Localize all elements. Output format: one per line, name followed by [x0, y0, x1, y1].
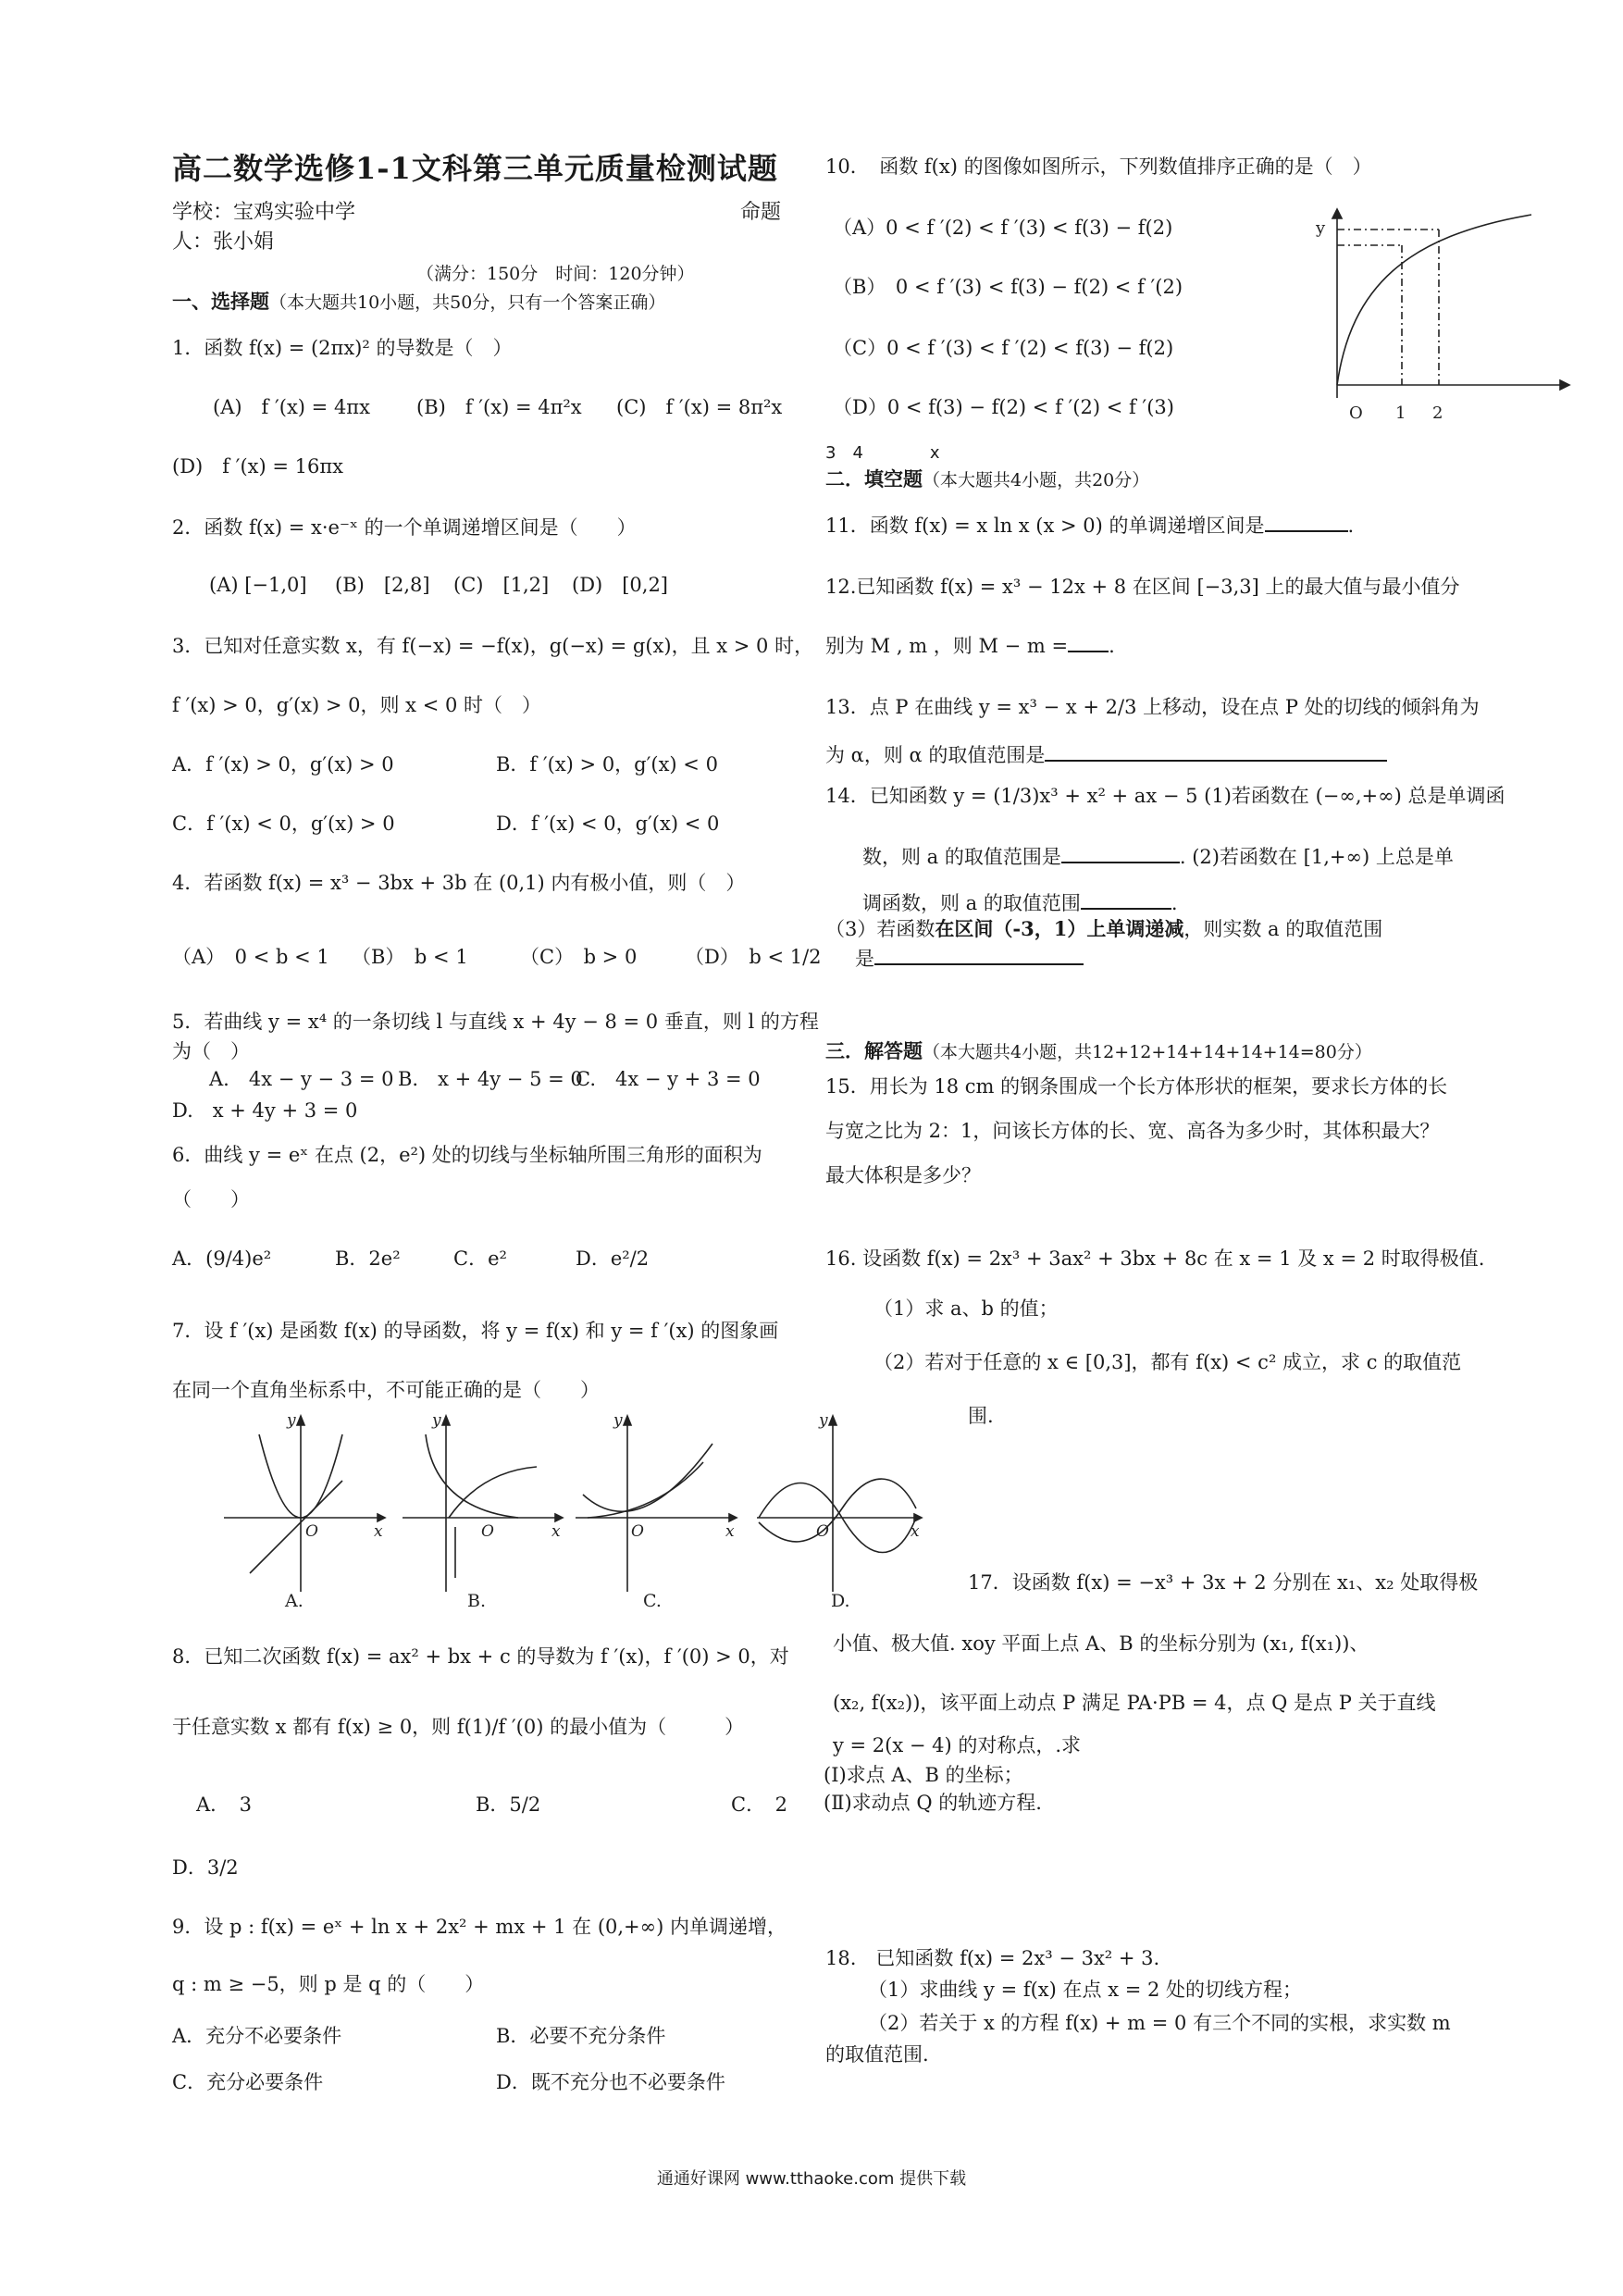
q14-stem-line4	[825, 916, 1382, 942]
q14-stem-line2	[862, 844, 1454, 870]
q7-graph-b	[403, 1416, 563, 1592]
q4-option-c: （C） b > 0	[520, 946, 638, 968]
q7-graph-c-y: y	[613, 1411, 623, 1430]
q12-text: 别为 M , m ，则 M − m =	[825, 635, 1069, 657]
q8-option-d: D．3/2	[172, 1856, 239, 1879]
q12-stem-line1: 12.已知函数 f(x) = x³ − 12x + 8 在区间 [−3,3] 上的最大值与最小值分	[825, 576, 1460, 598]
q7-stem-line1: 7．设 f ′(x) 是函数 f(x) 的导函数，将 y = f(x) 和 y = f ′(x) 的图象画	[172, 1320, 779, 1342]
q6-option-a: A．(9/4)e²	[172, 1247, 272, 1270]
q1-option-d: (D) f ′(x) = 16πx	[172, 455, 343, 478]
section1-note: （本大题共10小题，共50分，只有一个答案正确）	[269, 292, 666, 313]
q7-graph-c	[576, 1416, 737, 1592]
section1-title: 一、选择题	[172, 290, 269, 313]
q1-option-c: (C) f ′(x) = 8π²x	[616, 396, 783, 418]
q10-graph-y-label: y	[1316, 218, 1326, 238]
q5-option-c: C. 4x − y + 3 = 0	[576, 1068, 761, 1090]
q10-option-a: （A）0 < f ′(2) < f ′(3) < f(3) − f(2)	[833, 217, 1173, 239]
q9-option-b: B．必要不充分条件	[496, 2025, 666, 2047]
q7-graph-a-y: y	[287, 1411, 296, 1430]
q13-stem-line2	[825, 742, 1387, 768]
q11-stem	[825, 513, 1354, 539]
q3-stem-line1: 3．已知对任意实数 x，有 f(−x) = −f(x)，g(−x) = g(x)，且 x > 0 时，	[172, 635, 814, 657]
q16-line4: 围.	[968, 1405, 994, 1427]
page-footer: 通通好课网 www.tthaoke.com 提供下载	[656, 2169, 967, 2189]
q1-stem: 1．函数 f(x) = (2πx)² 的导数是（ ）	[172, 337, 513, 359]
q4-option-a: （A） 0 < b < 1	[172, 946, 329, 968]
q17-line4: y = 2(x − 4) 的对称点，.求	[833, 1734, 1082, 1756]
q11-end: .	[1347, 515, 1355, 537]
q5-option-a: A. 4x − y − 3 = 0	[209, 1068, 394, 1090]
q7-label-b: B.	[467, 1591, 487, 1610]
q13-answer-blank[interactable]	[1045, 760, 1387, 762]
q3-option-a: A．f ′(x) > 0，g′(x) > 0	[172, 753, 394, 776]
q10-option-c: （C）0 < f ′(3) < f ′(2) < f(3) − f(2)	[833, 337, 1174, 359]
q14-text-5: 是	[855, 948, 874, 970]
q14-text-2b: . (2)若函数在 [1,+∞) 上总是单	[1179, 846, 1454, 868]
q14-answer-blank-1[interactable]	[1061, 862, 1180, 863]
q10-option-d: （D）0 < f(3) − f(2) < f ′(2) < f ′(3)	[833, 396, 1174, 418]
q10-graph-tick-2: 2	[1432, 403, 1443, 423]
q7-graph-b-o: O	[481, 1522, 494, 1541]
q6-option-b: B．2e²	[335, 1247, 401, 1270]
q7-graph-b-y: y	[432, 1411, 441, 1430]
q7-label-c: C.	[643, 1591, 662, 1610]
q14-text-2a: 数，则 a 的取值范围是	[862, 846, 1061, 868]
q12-answer-blank[interactable]	[1068, 651, 1109, 652]
q9-option-c: C．充分必要条件	[172, 2071, 324, 2093]
section2-heading	[825, 466, 1149, 493]
author-label: 命题	[740, 201, 782, 224]
q9-option-d: D．既不充分也不必要条件	[496, 2071, 725, 2093]
q17-line1: 17．设函数 f(x) = −x³ + 3x + 2 分别在 x₁、x₂ 处取得极	[968, 1571, 1479, 1594]
q14-text-3end: .	[1171, 892, 1178, 914]
q16-line3: （2）若对于任意的 x ∈ [0,3]，都有 f(x) < c² 成立，求 c 的取值范	[873, 1351, 1462, 1373]
q9-stem-line1: 9．设 p : f(x) = eˣ + ln x + 2x² + mx + 1 在 (0,+∞) 内单调递增，	[172, 1916, 787, 1938]
q4-option-d: （D） b < 1/2	[685, 946, 822, 968]
q7-stem-line2: 在同一个直角坐标系中，不可能正确的是（ ）	[172, 1379, 600, 1401]
q5-stem-line1: 5．若曲线 y = x⁴ 的一条切线 l 与直线 x + 4y − 8 = 0 垂直，则 l 的方程	[172, 1011, 819, 1033]
q7-graph-c-x: x	[725, 1522, 735, 1541]
q11-text: 11．函数 f(x) = x ln x (x > 0) 的单调递增区间是	[825, 515, 1265, 537]
q13-stem-line1: 13．点 P 在曲线 y = x³ − x + 2/3 上移动，设在点 P 处的切线的倾斜角为	[825, 696, 1480, 718]
q10-stem: 10． 函数 f(x) 的图像如图所示，下列数值排序正确的是（ ）	[825, 155, 1372, 178]
q7-graph-a-o: O	[305, 1522, 318, 1541]
q18-line1: 18. 已知函数 f(x) = 2x³ − 3x² + 3.	[825, 1947, 1160, 1969]
q7-graph-c-o: O	[631, 1522, 644, 1541]
q14-answer-blank-2[interactable]	[1081, 908, 1171, 910]
q7-label-a: A.	[285, 1591, 304, 1610]
q17-line3: (x₂, f(x₂))，该平面上动点 P 满足 PA·PB = 4，点 Q 是点 P 关于直线	[833, 1692, 1436, 1714]
q8-stem-line2: 于任意实数 x 都有 f(x) ≥ 0，则 f(1)/f ′(0) 的最小值为（ ）	[172, 1716, 745, 1738]
q14-text-4b: 在区间（-3，1）上单调递减	[935, 917, 1184, 940]
exam-meta: （满分：150分 时间：120分钟）	[416, 264, 695, 284]
q10-stray-text: 3 4 x	[825, 443, 940, 463]
q16-line2: （1）求 a、b 的值；	[873, 1297, 1059, 1320]
q15-line2: 与宽之比为 2：1，问该长方体的长、宽、高各为多少时，其体积最大？	[825, 1120, 1440, 1142]
q2-option-b: (B) [2,8]	[335, 574, 430, 596]
q3-option-d: D．f ′(x) < 0，g′(x) < 0	[496, 813, 720, 835]
q2-option-a: (A) [−1,0]	[209, 574, 307, 596]
q14-stem-line3	[862, 890, 1178, 916]
section3-title: 三．解答题	[825, 1039, 923, 1062]
q6-stem-line2: （ ）	[172, 1188, 250, 1210]
q1-option-a: (A) f ′(x) = 4πx	[213, 396, 370, 418]
q2-stem: 2．函数 f(x) = x·e⁻ˣ 的一个单调递增区间是（ ）	[172, 516, 637, 539]
q6-option-d: D．e²/2	[576, 1247, 650, 1270]
q7-label-d: D.	[831, 1591, 850, 1610]
q6-option-c: C．e²	[453, 1247, 507, 1270]
school-line: 学校：宝鸡实验中学	[172, 201, 356, 224]
q7-graph-d	[757, 1416, 922, 1592]
q14-text-4c: ，则实数 a 的取值范围	[1183, 918, 1383, 940]
q7-graph-b-x: x	[551, 1522, 561, 1541]
author-line: 人：张小娟	[172, 230, 275, 254]
q2-option-d: (D) [0,2]	[572, 574, 669, 596]
q17-line6: (Ⅱ)求动点 Q 的轨迹方程.	[824, 1792, 1042, 1814]
q14-stem-line1: 14．已知函数 y = (1/3)x³ + x² + ax − 5 (1)若函数在 (−∞,+∞) 总是单调函	[825, 785, 1505, 807]
q4-stem: 4．若函数 f(x) = x³ − 3bx + 3b 在 (0,1) 内有极小值，则（ ）	[172, 872, 746, 894]
q12-stem-line2	[825, 633, 1115, 659]
q15-line1: 15．用长为 18 cm 的钢条围成一个长方体形状的框架，要求长方体的长	[825, 1075, 1448, 1098]
section2-note: （本大题共4小题，共20分）	[923, 470, 1150, 490]
q8-option-b: B．5/2	[476, 1793, 541, 1816]
q14-stem-line5	[855, 946, 1084, 972]
q10-graph-origin: O	[1349, 403, 1363, 423]
q5-option-b: B. x + 4y − 5 = 0	[398, 1068, 583, 1090]
q5-option-d: D. x + 4y + 3 = 0	[172, 1099, 358, 1122]
q7-graph-d-o: O	[816, 1522, 829, 1541]
q8-option-c: C． 2	[731, 1793, 787, 1816]
q7-graph-d-x: x	[911, 1522, 920, 1541]
q7-graph-a-x: x	[374, 1522, 383, 1541]
q7-graph-a	[224, 1416, 385, 1592]
q14-answer-blank-3[interactable]	[874, 963, 1084, 965]
section2-title: 二．填空题	[825, 467, 923, 490]
q18-line4: 的取值范围.	[825, 2043, 929, 2066]
q9-stem-line2: q : m ≥ −5，则 p 是 q 的（ ）	[172, 1973, 485, 1995]
section1-heading	[172, 289, 665, 316]
q3-stem-line2: f ′(x) > 0，g′(x) > 0，则 x < 0 时（ ）	[172, 694, 541, 716]
q3-option-b: B．f ′(x) > 0，g′(x) < 0	[496, 753, 718, 776]
q1-option-b: (B) f ′(x) = 4π²x	[416, 396, 582, 418]
section3-heading	[825, 1038, 1372, 1065]
q8-stem-line1: 8．已知二次函数 f(x) = ax² + bx + c 的导数为 f ′(x)，f ′(0) > 0，对	[172, 1645, 789, 1668]
q5-stem-line2: 为（ ）	[172, 1040, 250, 1062]
q17-line2: 小值、极大值. xoy 平面上点 A、B 的坐标分别为 (x₁, f(x₁))、	[833, 1632, 1369, 1655]
q9-option-a: A．充分不必要条件	[172, 2025, 342, 2047]
q13-text: 为 α，则 α 的取值范围是	[825, 744, 1046, 766]
q14-text-3: 调函数，则 a 的取值范围	[862, 892, 1081, 914]
q18-line2: （1）求曲线 y = f(x) 在点 x = 2 处的切线方程；	[868, 1979, 1303, 2001]
q7-graph-d-y: y	[819, 1411, 828, 1430]
q7-graphs	[213, 1407, 935, 1610]
q4-option-b: （B） b < 1	[352, 946, 468, 968]
q2-option-c: (C) [1,2]	[453, 574, 550, 596]
q10-option-b: （B） 0 < f ′(3) < f(3) − f(2) < f ′(2)	[833, 276, 1183, 298]
q12-end: .	[1109, 635, 1115, 657]
q10-graph	[1295, 204, 1573, 426]
q17-line5: (Ⅰ)求点 A、B 的坐标；	[824, 1764, 1023, 1786]
q18-line3: （2）若关于 x 的方程 f(x) + m = 0 有三个不同的实根，求实数 m	[868, 2012, 1451, 2034]
page-title: 高二数学选修1-1文科第三单元质量检测试题	[172, 151, 778, 186]
q6-stem-line1: 6．曲线 y = eˣ 在点 (2，e²) 处的切线与坐标轴所围三角形的面积为	[172, 1144, 762, 1166]
q16-line1: 16. 设函数 f(x) = 2x³ + 3ax² + 3bx + 8c 在 x = 1 及 x = 2 时取得极值.	[825, 1247, 1485, 1270]
q14-text-4a: （3）若函数	[825, 918, 935, 940]
q3-option-c: C．f ′(x) < 0，g′(x) > 0	[172, 813, 395, 835]
section3-note: （本大题共4小题，共12+12+14+14+14+14=80分）	[923, 1042, 1372, 1062]
q10-graph-tick-1: 1	[1395, 403, 1406, 423]
q8-option-a: A． 3	[196, 1793, 253, 1816]
q15-line3: 最大体积是多少？	[825, 1164, 981, 1186]
q11-answer-blank[interactable]	[1265, 530, 1348, 532]
